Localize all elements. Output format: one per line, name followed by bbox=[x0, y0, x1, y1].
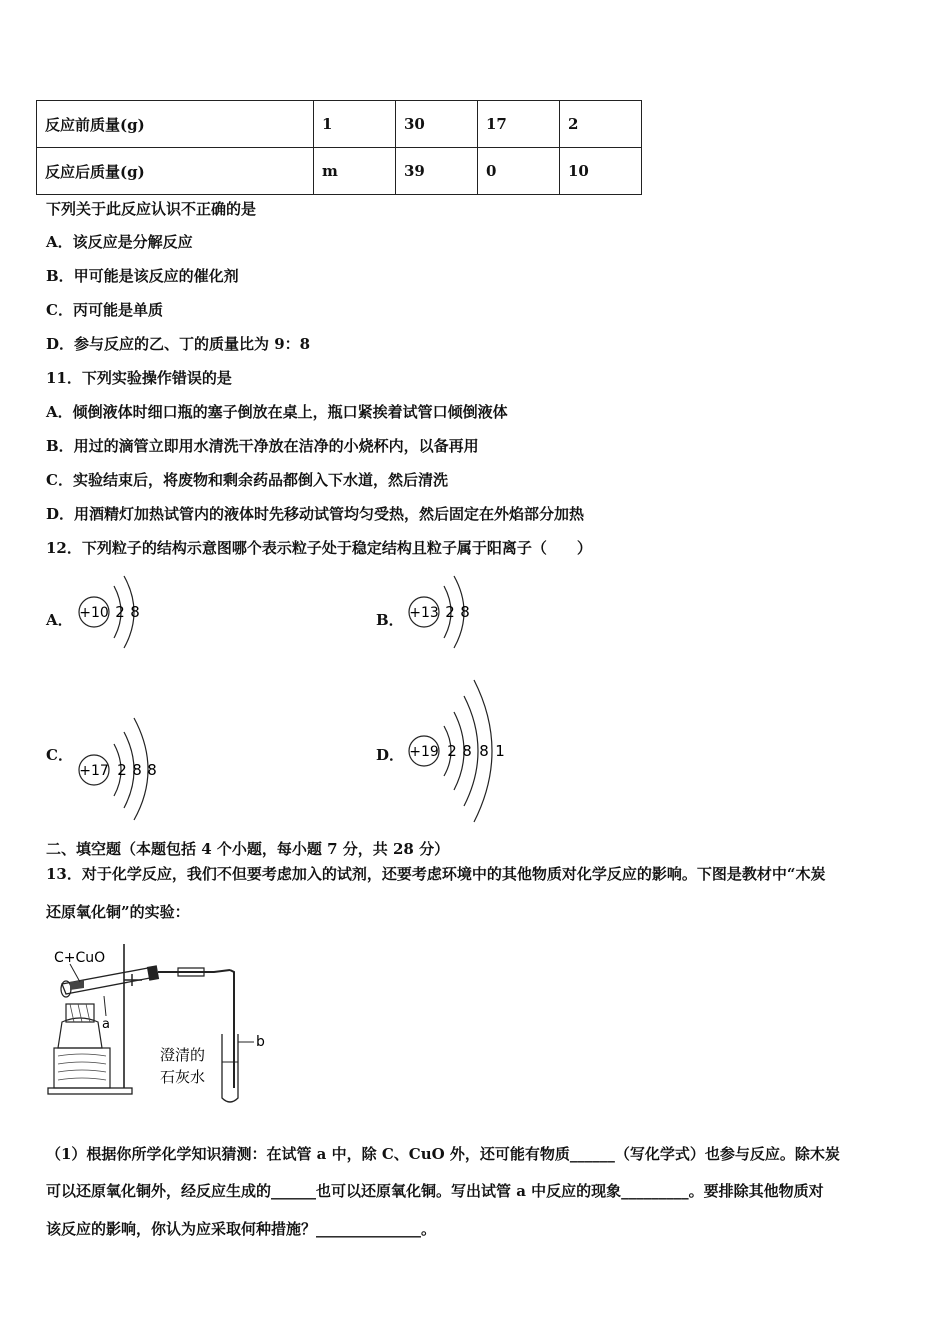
shell-electrons: 8 bbox=[132, 761, 142, 779]
option-b: B．甲可能是该反应的催化剂 bbox=[46, 267, 239, 285]
option-b-label: B． bbox=[376, 611, 404, 629]
nucleus-charge: +13 bbox=[409, 605, 439, 621]
shell-electrons: 2 bbox=[445, 603, 455, 621]
tube-b-label: b bbox=[256, 1034, 265, 1050]
option-a-label: A． bbox=[46, 611, 73, 629]
delivery-tube bbox=[158, 970, 230, 972]
question-stem: 11．下列实验操作错误的是 bbox=[46, 369, 232, 387]
sub-question-cont: 可以还原氧化铜外，经反应生成的______也可以还原氧化铜。写出试管 a 中反应的现象_________。要排除其他物质对 bbox=[46, 1182, 824, 1200]
mesh-lines bbox=[70, 1004, 90, 1022]
option-c: C．实验结束后，将废物和剩余药品都倒入下水道，然后清洗 bbox=[46, 471, 448, 489]
table-cell: 2 bbox=[560, 101, 642, 148]
shell-electrons: 8 bbox=[479, 742, 489, 760]
wood-grain bbox=[58, 1054, 106, 1080]
limewater-label: 澄清的 bbox=[160, 1046, 206, 1064]
mass-table bbox=[36, 100, 642, 195]
sub-question-cont: 该反应的影响，你认为应采取何种措施？______________。 bbox=[46, 1220, 437, 1238]
option-d-label: D． bbox=[376, 746, 405, 764]
option-b: B．用过的滴管立即用水清洗干净放在洁净的小烧杯内，以备再用 bbox=[46, 437, 479, 455]
delivery-tube-down bbox=[230, 970, 234, 1088]
reagent-label: C+CuO bbox=[54, 950, 106, 966]
section-title: 二、填空题（本题包括 4 个小题，每小题 7 分，共 28 分） bbox=[46, 840, 450, 858]
table-row bbox=[37, 101, 642, 148]
nucleus-charge: +19 bbox=[409, 744, 439, 760]
table-cell: 10 bbox=[560, 148, 642, 195]
shell-electrons: 1 bbox=[495, 742, 505, 760]
table-cell: 39 bbox=[396, 148, 478, 195]
row-label: 反应后质量(g) bbox=[37, 148, 314, 195]
row-label: 反应前质量(g) bbox=[37, 101, 314, 148]
atom-diagram-b bbox=[402, 568, 492, 656]
option-a: A．倾倒液体时细口瓶的塞子倒放在桌上，瓶口紧挨着试管口倾倒液体 bbox=[46, 403, 508, 421]
table-cell: m bbox=[314, 148, 396, 195]
table-row bbox=[37, 148, 642, 195]
table-cell: 0 bbox=[478, 148, 560, 195]
stand-base bbox=[48, 1088, 132, 1094]
shell-electrons: 8 bbox=[460, 603, 470, 621]
table-cell: 30 bbox=[396, 101, 478, 148]
atom-diagram-c bbox=[72, 710, 172, 822]
atom-diagram-a bbox=[72, 568, 162, 656]
limewater-label: 石灰水 bbox=[160, 1068, 206, 1086]
tube-a-label: a bbox=[102, 1017, 110, 1032]
test-tube-a bbox=[62, 968, 150, 994]
nucleus-charge: +10 bbox=[79, 605, 109, 621]
test-tube-b bbox=[222, 1034, 238, 1102]
option-d: D．用酒精灯加热试管内的液体时先移动试管均匀受热，然后固定在外焰部分加热 bbox=[46, 505, 585, 523]
label-leader bbox=[70, 964, 80, 982]
shell-electrons: 8 bbox=[462, 742, 472, 760]
option-d: D．参与反应的乙、丁的质量比为 9：8 bbox=[46, 335, 311, 353]
option-c-label: C． bbox=[46, 746, 73, 764]
shell-electrons: 2 bbox=[117, 761, 127, 779]
option-c: C．丙可能是单质 bbox=[46, 301, 163, 319]
shell-electrons: 8 bbox=[130, 603, 140, 621]
atom-diagram-d bbox=[402, 676, 522, 824]
label-leader bbox=[104, 996, 106, 1016]
nucleus-charge: +17 bbox=[79, 763, 109, 779]
shell-electrons: 2 bbox=[115, 603, 125, 621]
option-a: A．该反应是分解反应 bbox=[46, 233, 193, 251]
question-stem: 12．下列粒子的结构示意图哪个表示粒子处于稳定结构且粒子属于阳离子（ ） bbox=[46, 539, 592, 557]
shell-electrons: 2 bbox=[447, 742, 457, 760]
sub-question: （1）根据你所学化学知识猜测：在试管 a 中，除 C、CuO 外，还可能有物质______（写化学式）也参与反应。除木炭 bbox=[46, 1145, 840, 1163]
table-cell: 1 bbox=[314, 101, 396, 148]
question-stem: 下列关于此反应认识不正确的是 bbox=[46, 200, 257, 218]
question-stem-cont: 还原氧化铜”的实验： bbox=[46, 903, 190, 921]
apparatus-figure bbox=[44, 938, 274, 1104]
shell-electrons: 8 bbox=[147, 761, 157, 779]
table-cell: 17 bbox=[478, 101, 560, 148]
question-stem: 13．对于化学反应，我们不但要考虑加入的试剂，还要考虑环境中的其他物质对化学反应的影响。下图是教材中“木炭 bbox=[46, 865, 826, 883]
